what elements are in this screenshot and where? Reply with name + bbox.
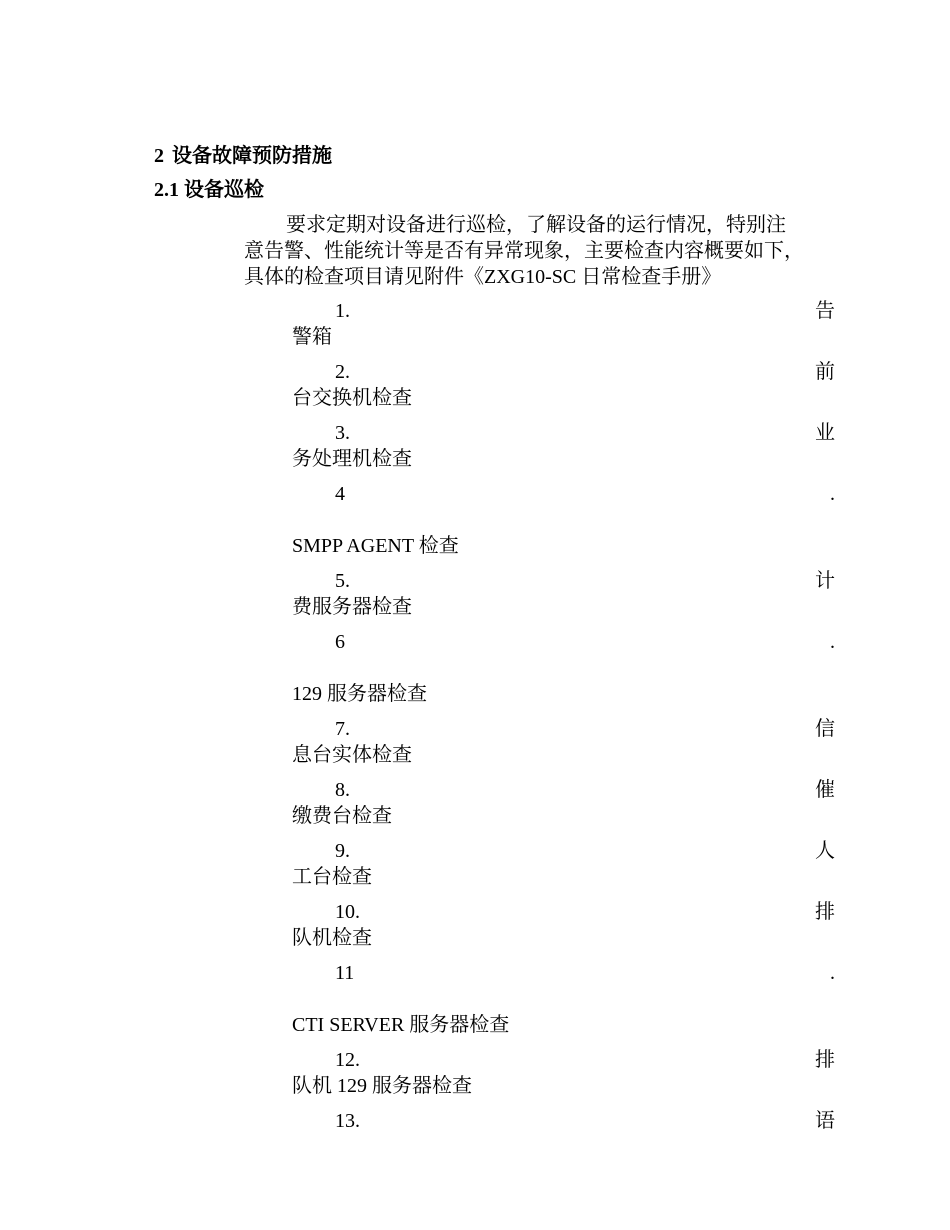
- check-item-number: 5.: [335, 570, 350, 592]
- check-item-lead-char: 催: [815, 779, 835, 801]
- check-item-text: CTI SERVER 服务器检查: [292, 1014, 510, 1036]
- check-item-text: 缴费台检查: [292, 805, 392, 827]
- section-title: 设备故障预防措施: [172, 145, 332, 167]
- section-heading: [154, 143, 332, 169]
- check-item: [292, 777, 842, 829]
- check-item-text: SMPP AGENT 检查: [292, 535, 459, 557]
- check-item: [292, 481, 842, 559]
- check-item-lead-char: 计: [815, 570, 835, 592]
- check-item-number: 6: [335, 631, 345, 653]
- intro-line: 具体的检查项目请见附件《ZXG10-SC 日常检查手册》: [244, 266, 722, 288]
- check-item-text: 台交换机检查: [292, 387, 412, 409]
- check-item-number: 3.: [335, 422, 350, 444]
- check-item: [292, 420, 842, 472]
- section-number: 2: [154, 145, 164, 167]
- check-item-number: 10.: [335, 901, 360, 923]
- check-item-number: 7.: [335, 718, 350, 740]
- check-item-text: 警箱: [292, 326, 332, 348]
- check-item-text: 工台检查: [292, 866, 372, 888]
- check-item-lead-char: 排: [815, 901, 835, 923]
- check-item: [292, 960, 842, 1038]
- check-item-number: 2.: [335, 361, 350, 383]
- check-item-lead-char: 排: [815, 1049, 835, 1071]
- check-item-number: 9.: [335, 840, 350, 862]
- check-item-number: 4: [335, 483, 345, 505]
- check-item-text: 129 服务器检查: [292, 683, 427, 705]
- check-item-text: 务处理机检查: [292, 448, 412, 470]
- check-item: [292, 629, 842, 707]
- check-item-number: 12.: [335, 1049, 360, 1071]
- check-item-lead-char: 告: [815, 300, 835, 322]
- check-item-number: 1.: [335, 300, 350, 322]
- check-item-number: 13.: [335, 1110, 360, 1132]
- check-item-text: 队机检查: [292, 927, 372, 949]
- check-item-lead-char: 人: [815, 840, 835, 862]
- intro-line: 意告警、性能统计等是否有异常现象，主要检查内容概要如下，: [244, 240, 804, 262]
- check-item-lead-char: 前: [815, 361, 835, 383]
- subsection-heading: 2.1 设备巡检: [154, 179, 264, 201]
- check-item-text: 费服务器检查: [292, 596, 412, 618]
- check-item: [292, 716, 842, 768]
- intro-paragraph: [244, 212, 854, 290]
- check-item-text: 息台实体检查: [292, 744, 412, 766]
- check-item: [292, 838, 842, 890]
- check-item-number: 8.: [335, 779, 350, 801]
- check-item-lead-char: 信: [815, 718, 835, 740]
- check-item: [292, 1047, 842, 1099]
- check-item-number: 11: [335, 962, 355, 984]
- check-item-text: 队机 129 服务器检查: [292, 1075, 472, 1097]
- check-item-lead-char: 业: [815, 422, 835, 444]
- check-item: [292, 359, 842, 411]
- check-item: [292, 1108, 842, 1134]
- check-item-list: [292, 298, 842, 1143]
- check-item-lead-char: .: [830, 631, 835, 653]
- check-item: [292, 568, 842, 620]
- check-item-lead-char: .: [830, 483, 835, 505]
- intro-line: 要求定期对设备进行巡检，了解设备的运行情况，特别注: [286, 214, 786, 236]
- check-item-lead-char: 语: [815, 1110, 835, 1132]
- check-item: [292, 298, 842, 350]
- check-item: [292, 899, 842, 951]
- check-item-lead-char: .: [830, 962, 835, 984]
